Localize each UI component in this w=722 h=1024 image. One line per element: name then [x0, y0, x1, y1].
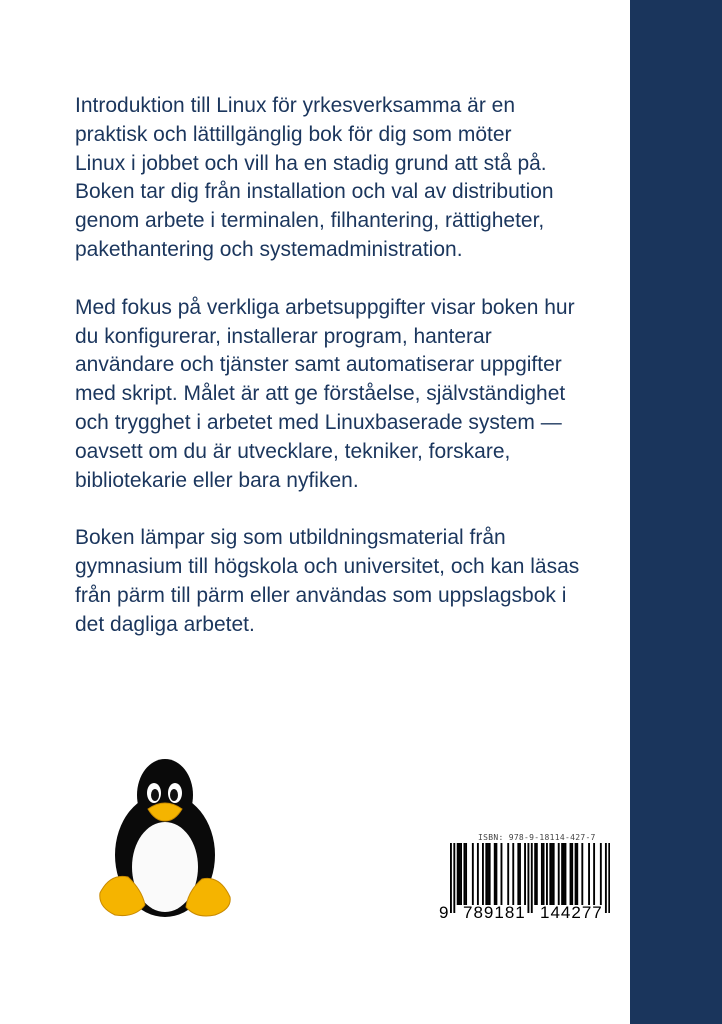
barcode-bar	[553, 843, 555, 905]
text-line: från pärm till pärm eller användas som uppslagsbok i	[75, 583, 567, 607]
barcode-bar	[570, 843, 572, 905]
isbn-barcode	[439, 832, 615, 927]
barcode-bar	[489, 843, 491, 905]
barcode-bar	[519, 843, 521, 905]
barcode-bar	[588, 843, 590, 905]
barcode-bar	[487, 843, 489, 905]
barcode-bar	[472, 843, 474, 905]
text-line: pakethantering och systemadministration.	[75, 237, 463, 261]
text-line: det dagliga arbetet.	[75, 612, 255, 636]
text-line: Linux i jobbet och vill ha en stadig grund att stå på.	[75, 151, 547, 175]
paragraph-1	[75, 92, 579, 265]
barcode-bar	[482, 843, 484, 905]
barcode-bar	[576, 843, 578, 905]
text-line: och trygghet i arbetet med Linuxbaserade system —	[75, 410, 562, 434]
barcode-bar	[460, 843, 462, 905]
barcode-bar	[458, 843, 460, 905]
barcode-bar	[551, 843, 553, 905]
barcode-bar	[581, 843, 583, 905]
barcode-digits-right: 144277	[540, 903, 603, 922]
barcode-bar	[534, 843, 536, 905]
barcode-bar	[565, 843, 567, 905]
barcode-bar	[536, 843, 538, 905]
barcode-bar	[531, 843, 533, 913]
text-line: genom arbete i terminalen, filhantering, rättigheter,	[75, 209, 545, 233]
barcode-bar	[457, 843, 459, 905]
text-line: oavsett om du är utvecklare, tekniker, forskare,	[75, 439, 511, 463]
text-line: bibliotekarie eller bara nyfiken.	[75, 468, 359, 492]
book-spine-band	[630, 0, 722, 1024]
barcode-bar	[549, 843, 551, 905]
paragraph-3	[75, 524, 579, 639]
barcode-bar	[600, 843, 602, 905]
text-line: praktisk och lättillgänglig bok för dig som möter	[75, 122, 512, 146]
text-line: Introduktion till Linux för yrkesverksamma är en	[75, 94, 516, 117]
barcode-bar	[558, 843, 560, 905]
text-line: du konfigurerar, installerar program, hanterar	[75, 324, 492, 348]
barcode-bar	[541, 843, 543, 905]
barcode-bar	[571, 843, 573, 905]
text-line: gymnasium till högskola och universitet, och kan läsas	[75, 555, 580, 579]
barcode-bar	[477, 843, 479, 905]
barcode-bar	[561, 843, 563, 905]
text-line: Boken lämpar sig som utbildningsmaterial från	[75, 526, 506, 550]
barcode-bar	[465, 843, 467, 905]
barcode-bar	[453, 843, 455, 913]
barcode-bar	[527, 843, 529, 913]
barcode-bar	[575, 843, 577, 905]
text-line: Med fokus på verkliga arbetsuppgifter visar boken hur	[75, 295, 575, 319]
barcode-bar	[563, 843, 565, 905]
barcode-bar	[524, 843, 526, 905]
barcode-bar	[450, 843, 452, 913]
barcode-bar	[593, 843, 595, 905]
barcode-bar	[608, 843, 610, 913]
barcode-bar	[463, 843, 465, 905]
barcode-bar	[543, 843, 545, 905]
barcode-bar	[495, 843, 497, 905]
barcode-bar	[494, 843, 496, 905]
text-line: Boken tar dig från installation och val av distribution	[75, 180, 554, 204]
barcode-bar	[605, 843, 607, 913]
text-line: med skript. Målet är att ge förståelse, självständighet	[75, 382, 566, 406]
barcode-bar	[501, 843, 503, 905]
barcode-bar	[512, 843, 514, 905]
barcode-bar	[517, 843, 519, 905]
barcode-digits-left: 789181	[463, 903, 526, 922]
barcode-digit-first: 9	[439, 903, 450, 922]
text-line: användare och tjänster samt automatiserar uppgifter	[75, 353, 562, 377]
isbn-label: ISBN: 978-9-18114-427-7	[478, 833, 596, 842]
barcode-bar	[507, 843, 509, 905]
barcode-bar	[546, 843, 548, 905]
barcode-bar	[485, 843, 487, 905]
paragraph-2	[75, 294, 579, 496]
back-cover-text	[75, 92, 579, 669]
tux-penguin-logo	[90, 755, 240, 920]
